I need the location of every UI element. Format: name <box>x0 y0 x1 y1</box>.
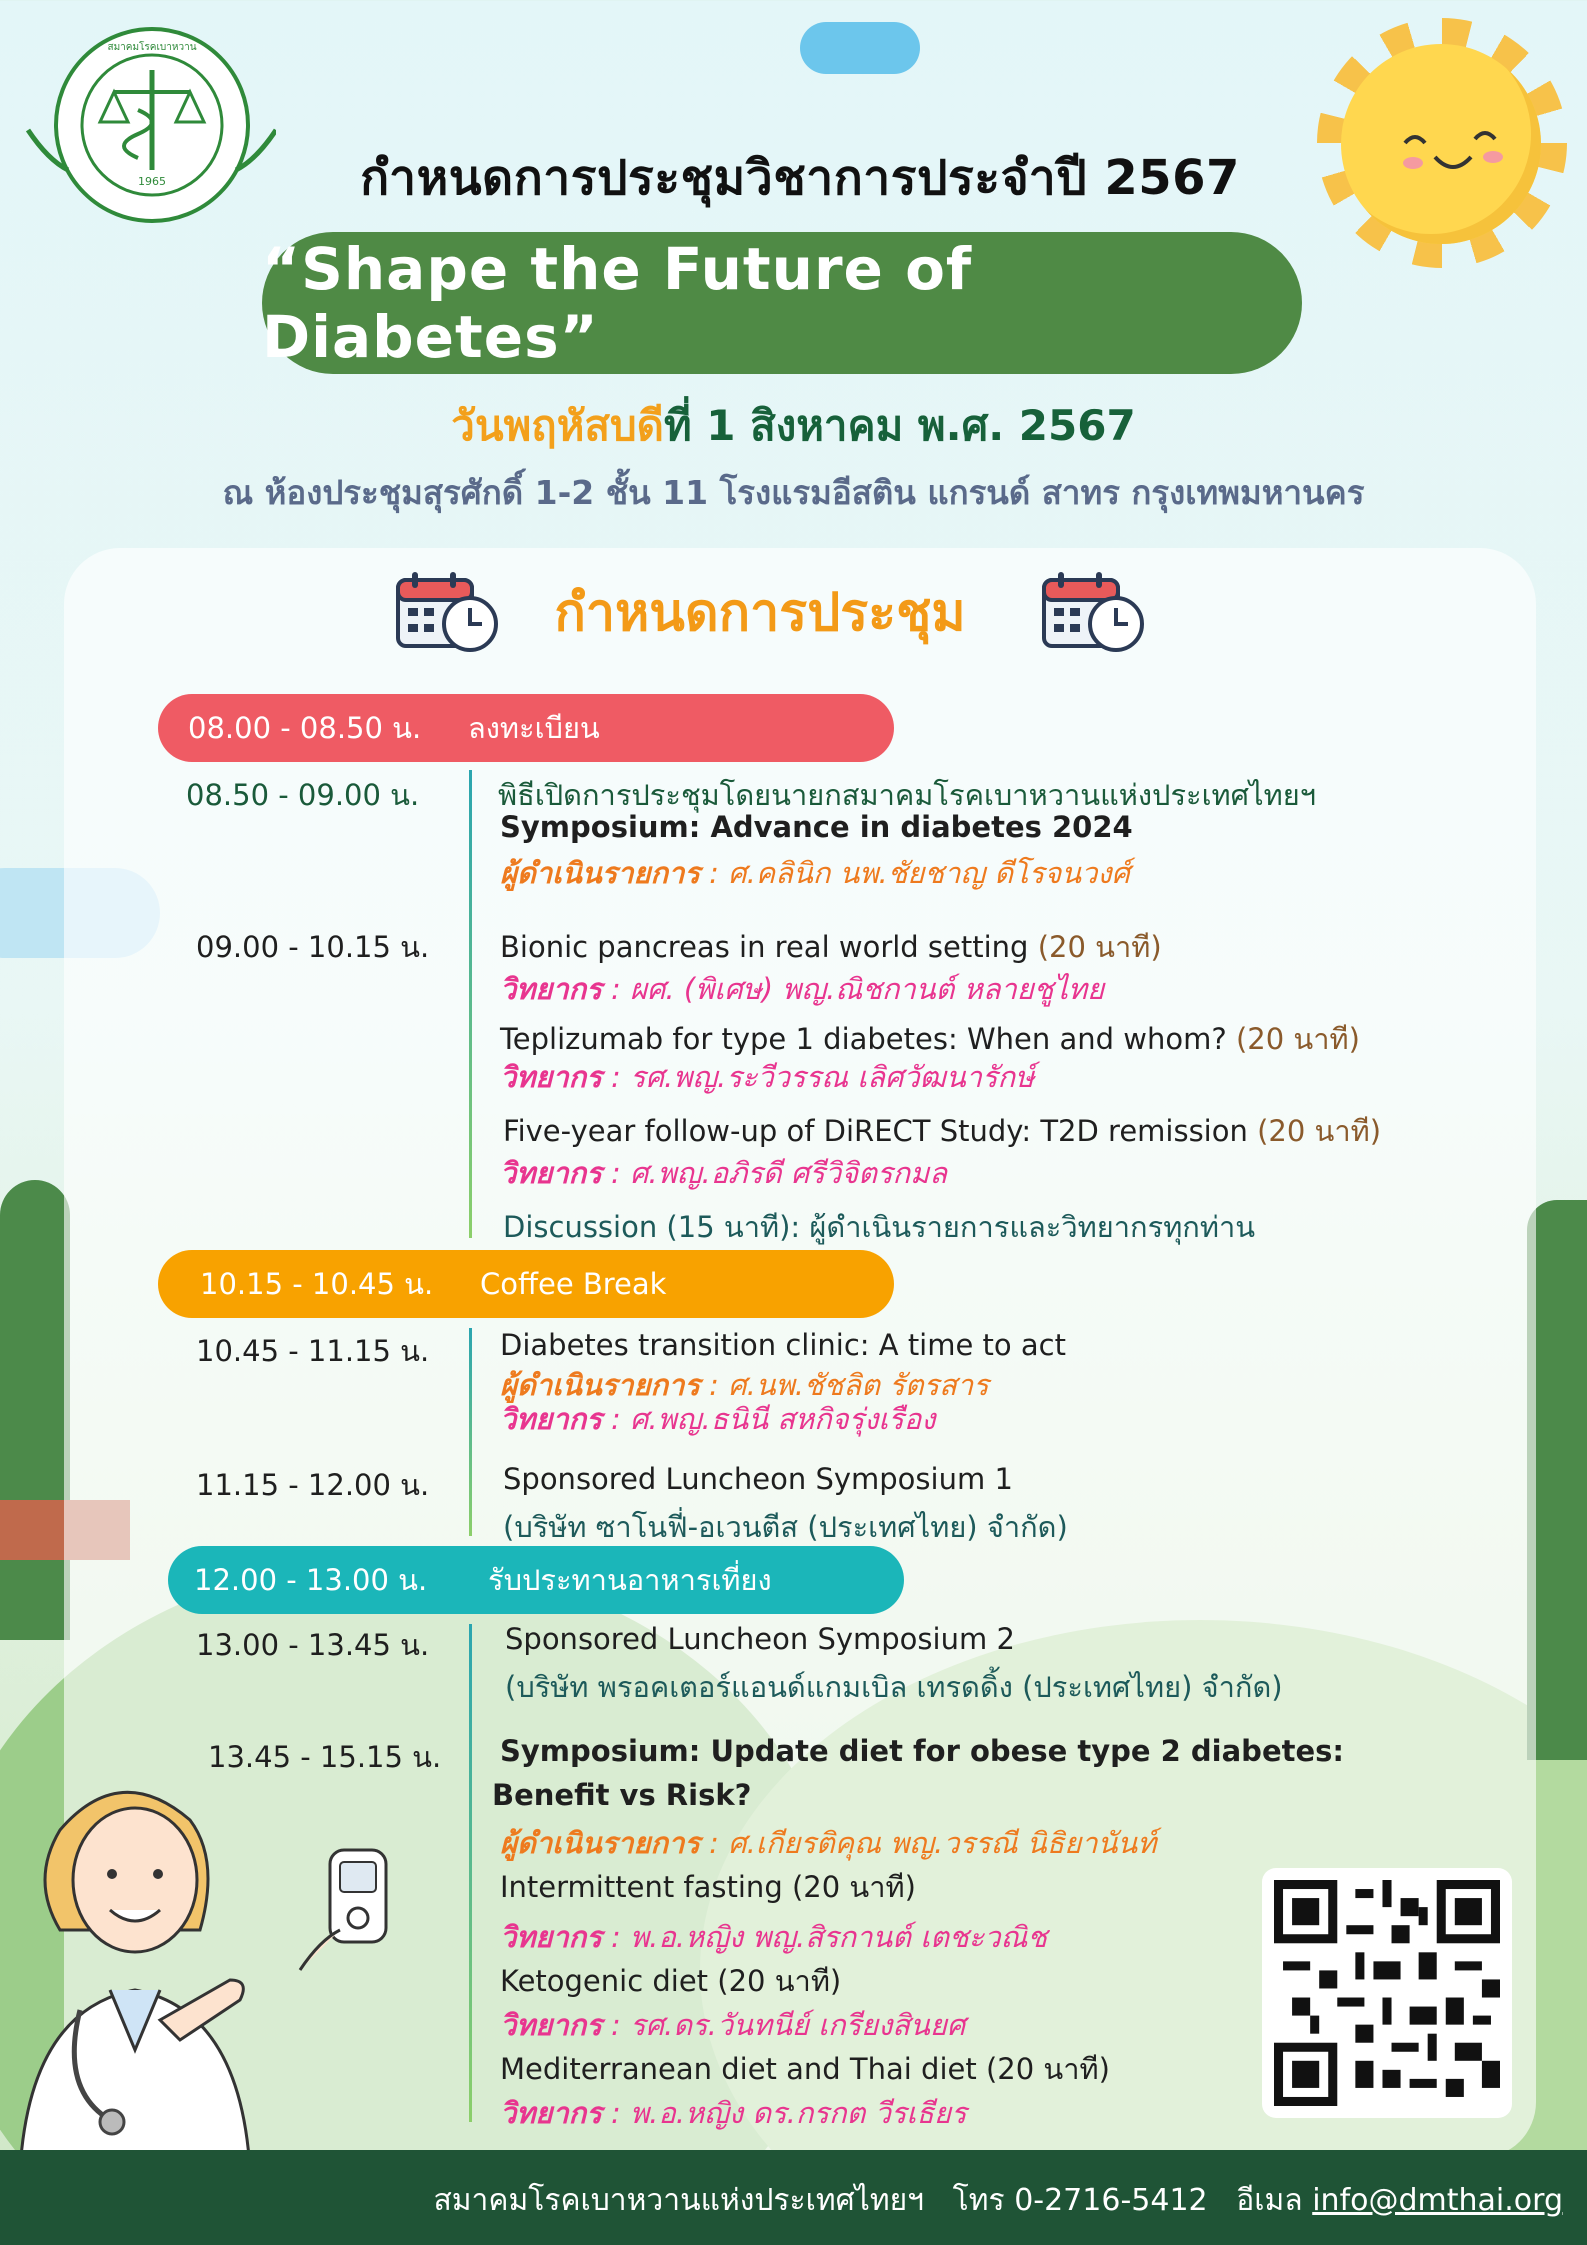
break-registration <box>158 694 894 762</box>
speaker-label: วิทยากร <box>500 1920 602 1954</box>
speaker-name: : พ.อ.หญิง พญ.สิรกานต์ เตชะวณิช <box>601 1920 1048 1954</box>
speaker-label: วิทยากร <box>500 1156 602 1190</box>
timeline-divider <box>469 1624 472 2122</box>
break-time: 12.00 - 13.00 น. <box>194 1563 428 1597</box>
doctor-illustration <box>0 1770 440 2170</box>
break-label: Coffee Break <box>480 1267 667 1301</box>
qr-code-pattern <box>1274 1880 1500 2106</box>
session-time: 13.45 - 15.15 น. <box>208 1740 442 1774</box>
session-title: Symposium: Advance in diabetes 2024 <box>500 810 1133 844</box>
phone-number[interactable]: 0-2716-5412 <box>1014 2183 1208 2218</box>
talk-title: Mediterranean diet and Thai diet (20 นาที) <box>500 2052 1110 2086</box>
background-tree <box>1527 1200 1587 1760</box>
email-label: อีเมล <box>1236 2183 1303 2218</box>
break-label: ลงทะเบียน <box>468 711 600 745</box>
background-tree <box>0 1180 70 1640</box>
session-title: Diabetes transition clinic: A time to act <box>500 1328 1066 1362</box>
talk-title: Intermittent fasting (20 นาที) <box>500 1870 916 1904</box>
speaker-label: วิทยากร <box>500 2008 602 2042</box>
footer-org: สมาคมโรคเบาหวานแห่งประเทศไทยฯ <box>433 2183 925 2218</box>
speaker <box>500 966 1104 1012</box>
footer-contact <box>433 2177 1563 2224</box>
talk-title <box>500 924 1162 970</box>
opening-ceremony: พิธีเปิดการประชุมโดยนายกสมาคมโรคเบาหวานแห่งประเทศไทยฯ <box>498 778 1317 812</box>
moderator-label: ผู้ดำเนินรายการ <box>500 1826 700 1860</box>
break-time: 10.15 - 10.45 น. <box>200 1267 434 1301</box>
speaker-name: : รศ.ดร.วันทนีย์ เกรียงสินยศ <box>601 2008 966 2042</box>
theme-banner: “Shape the Future of Diabetes” <box>262 232 1302 374</box>
speaker <box>500 1054 1034 1100</box>
moderator-name: : ศ.นพ.ชัชลิต รัตรสาร <box>699 1368 989 1402</box>
calendar-clock-icon <box>396 570 502 654</box>
talk-name: Bionic pancreas in real world setting <box>500 930 1038 964</box>
speaker-name: : รศ.พญ.ระวีวรรณ เลิศวัฒนารักษ์ <box>601 1060 1035 1094</box>
calendar-clock-icon <box>1042 570 1148 654</box>
session-time: 10.45 - 11.15 น. <box>196 1334 430 1368</box>
moderator-name: : ศ.เกียรติคุณ พญ.วรรณี นิธิยานันท์ <box>699 1826 1157 1860</box>
session-title: Sponsored Luncheon Symposium 1 <box>503 1462 1013 1496</box>
date-text: ที่ 1 สิงหาคม พ.ศ. 2567 <box>663 401 1136 450</box>
speaker <box>500 2002 965 2048</box>
speaker <box>500 1396 935 1442</box>
session-title: Symposium: Update diet for obese type 2 diabetes: <box>500 1734 1345 1768</box>
talk-title <box>503 1108 1381 1154</box>
weekday: วันพฤหัสบดี <box>451 401 664 450</box>
talk-name: Five-year follow-up of DiRECT Study: T2D remission <box>503 1114 1258 1148</box>
email-link[interactable]: info@dmthai.org <box>1312 2183 1563 2218</box>
moderator-name: : ศ.คลินิก นพ.ชัยชาญ ดีโรจนวงศ์ <box>699 856 1130 890</box>
talk-name: Teplizumab for type 1 diabetes: When and whom? <box>500 1022 1236 1056</box>
speaker-label: วิทยากร <box>500 1402 602 1436</box>
break-lunch <box>168 1546 904 1614</box>
session-title: Sponsored Luncheon Symposium 2 <box>505 1622 1015 1656</box>
speaker-label: วิทยากร <box>500 2096 602 2130</box>
talk-title: Ketogenic diet (20 นาที) <box>500 1964 842 1998</box>
moderator-label: ผู้ดำเนินรายการ <box>500 1368 700 1402</box>
speaker-label: วิทยากร <box>500 1060 602 1094</box>
discussion: Discussion (15 นาที): ผู้ดำเนินรายการและวิทยากรทุกท่าน <box>503 1210 1256 1244</box>
speaker <box>500 2090 967 2136</box>
qr-code[interactable] <box>1262 1868 1512 2118</box>
sponsor: (บริษัท พรอคเตอร์แอนด์แกมเบิล เทรดดิ้ง (ประเทศไทย) จำกัด) <box>505 1670 1283 1704</box>
talk-duration: (20 นาที) <box>1037 930 1162 964</box>
talk-duration: (20 นาที) <box>1257 1114 1382 1148</box>
event-venue: ณ ห้องประชุมสุรศักดิ์ 1-2 ชั้น 11 โรงแรมอีสติน แกรนด์ สาทร กรุงเทพมหานคร <box>222 473 1365 512</box>
speaker-name: : ผศ. (พิเศษ) พญ.ณิชกานต์ หลายชูไทย <box>601 972 1105 1006</box>
moderator-label: ผู้ดำเนินรายการ <box>500 856 700 890</box>
page-title: กำหนดการประชุมวิชาการประจำปี 2567 <box>360 150 1240 206</box>
session-time: 09.00 - 10.15 น. <box>196 930 430 964</box>
session-time: 11.15 - 12.00 น. <box>196 1468 430 1502</box>
sun-face <box>1397 125 1507 185</box>
break-label: รับประทานอาหารเที่ยง <box>488 1563 772 1597</box>
speaker-name: : ศ.พญ.อภิรดี ศรีวิจิตรกมล <box>601 1156 947 1190</box>
speaker-name: : ศ.พญ.ธนินี สหกิจรุ่งเรือง <box>601 1402 936 1436</box>
session-title: Benefit vs Risk? <box>492 1778 752 1812</box>
session-time: 13.00 - 13.45 น. <box>196 1628 430 1662</box>
phone-label: โทร <box>952 2183 1005 2218</box>
speaker-name: : พ.อ.หญิง ดร.กรกต วีรเธียร <box>601 2096 967 2130</box>
timeline-divider <box>469 1328 472 1536</box>
moderator <box>500 850 1130 896</box>
session-time: 08.50 - 09.00 น. <box>186 778 420 812</box>
event-date <box>0 393 1587 459</box>
speaker <box>500 1914 1047 1960</box>
break-coffee <box>158 1250 894 1318</box>
talk-duration: (20 นาที) <box>1235 1022 1360 1056</box>
schedule-title: กำหนดการประชุม <box>554 583 966 643</box>
svg-text:สมาคมโรคเบาหวาน: สมาคมโรคเบาหวาน <box>107 42 197 53</box>
speaker-label: วิทยากร <box>500 972 602 1006</box>
timeline-divider <box>469 770 472 1238</box>
cloud-icon <box>800 22 920 74</box>
sponsor: (บริษัท ซาโนฟี่-อเวนตีส (ประเทศไทย) จำกัด) <box>503 1510 1068 1544</box>
speaker <box>500 1150 947 1196</box>
moderator <box>500 1820 1156 1866</box>
break-time: 08.00 - 08.50 น. <box>188 711 422 745</box>
svg-text:1965: 1965 <box>138 175 166 188</box>
